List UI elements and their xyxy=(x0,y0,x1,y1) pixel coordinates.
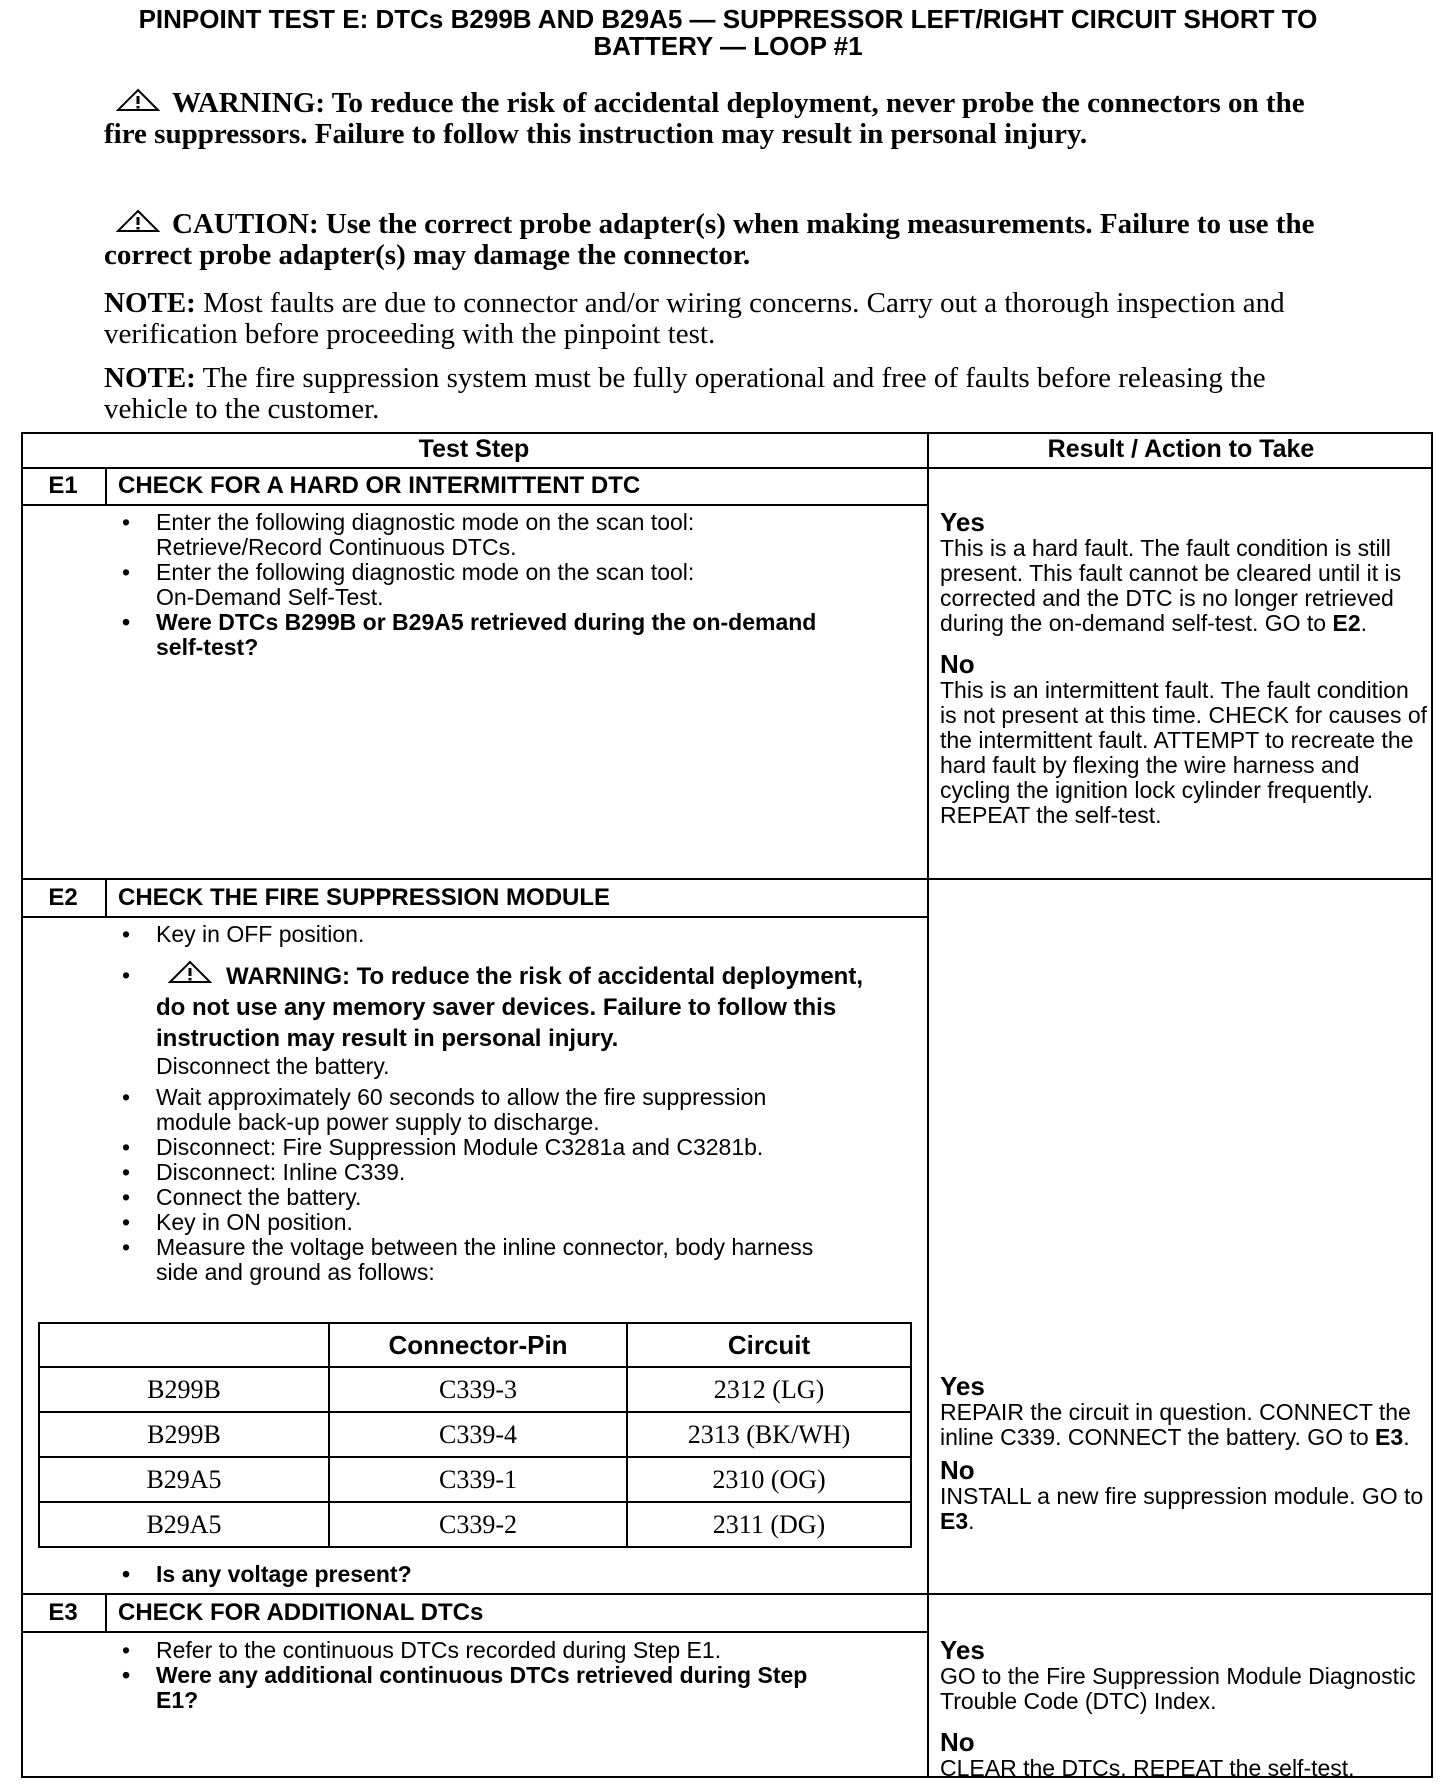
e2-result: Yes REPAIR the circuit in question. CONNECT the inline C339. CONNECT the battery. GO to E3. No INSTALL a new fire suppression module. GO to E3. xyxy=(940,1372,1430,1534)
note-2 xyxy=(104,363,1334,425)
e2-id-divider xyxy=(105,878,107,917)
note-1-text: Most faults are due to connector and/or wiring concerns. Carry out a thorough inspection and verification before proceeding with the pinpoint test. xyxy=(104,287,1285,350)
page-title xyxy=(40,6,1416,60)
list-item: • Wait approximately 60 seconds to allow the fire suppression module back-up power supply to discharge. xyxy=(156,1085,916,1135)
list-item: • Measure the voltage between the inline connector, body harness side and ground as follows: xyxy=(156,1235,916,1285)
warning-text: To reduce the risk of accidental deployment, never probe the connectors on the fire suppressors. Failure to follow this instruction may result in personal injury. xyxy=(104,87,1305,150)
e1-bullet-list xyxy=(156,510,916,660)
connector-pin-table xyxy=(38,1322,912,1548)
e1-no-label: No xyxy=(940,649,975,679)
list-item: • Disconnect: Inline C339. xyxy=(156,1160,916,1185)
e3-result xyxy=(940,1636,1430,1781)
step-id-e1: E1 xyxy=(48,472,78,499)
table-cell: C339-3 xyxy=(329,1367,627,1412)
e1-id-divider xyxy=(105,467,107,505)
e3-title-divider xyxy=(21,1631,928,1633)
e2-title-divider xyxy=(21,916,928,918)
table-row xyxy=(39,1502,911,1547)
table-cell: B29A5 xyxy=(39,1502,329,1547)
list-item: • Key in OFF position. xyxy=(156,922,916,947)
warning-label: WARNING: xyxy=(172,87,326,119)
list-item: • Refer to the continuous DTCs recorded during Step E1. xyxy=(156,1638,916,1663)
list-item: • Is any voltage present? xyxy=(156,1562,916,1587)
pin-table-header-code xyxy=(39,1323,329,1367)
caution-text: Use the correct probe adapter(s) when making measurements. Failure to use the correct probe adapter(s) may damage the connector. xyxy=(104,208,1315,271)
e2-no-label: No xyxy=(940,1455,975,1485)
e2-disconnect-battery: Disconnect the battery. xyxy=(156,1053,390,1079)
step-id-e2: E2 xyxy=(48,884,78,911)
list-item: • Connect the battery. xyxy=(156,1185,916,1210)
table-cell: B299B xyxy=(39,1367,329,1412)
e2-question-list xyxy=(156,1562,916,1587)
e2-yes-text: REPAIR the circuit in question. CONNECT the inline C339. CONNECT the battery. GO to xyxy=(940,1399,1411,1450)
warning-triangle-icon xyxy=(168,960,212,984)
column-divider xyxy=(927,432,929,1778)
note-2-text: The fire suppression system must be fully operational and free of faults before releasing the vehicle to the customer. xyxy=(104,362,1266,425)
e2-e3-divider xyxy=(21,1593,1433,1595)
note-2-label: NOTE: xyxy=(104,362,196,394)
header-divider xyxy=(21,467,1433,469)
list-item: • Enter the following diagnostic mode on the scan tool: Retrieve/Record Continuous DTCs. xyxy=(156,510,916,560)
note-1-label: NOTE: xyxy=(104,287,196,319)
step-title-e2: CHECK THE FIRE SUPPRESSION MODULE xyxy=(118,884,611,911)
e2-no-text: INSTALL a new fire suppression module. GO to xyxy=(940,1483,1424,1509)
list-item: • Were any additional continuous DTCs retrieved during Step E1? xyxy=(156,1663,916,1713)
step-id-e3: E3 xyxy=(48,1599,78,1626)
e1-yes-goto: E2 xyxy=(1332,610,1361,636)
e2-warning-text: To reduce the risk of accidental deployment, do not use any memory saver devices. Failure to follow this instruction may result in personal injury. xyxy=(156,963,863,1052)
e2-warning-bullet: • WARNING: To reduce the risk of accidental deployment, do not use any memory saver devices. Failure to follow this instruction may result in personal injury. Disconnect the battery. xyxy=(156,960,896,1079)
e3-no-label: No xyxy=(940,1727,975,1757)
e1-result: Yes This is a hard fault. The fault condition is still present. This fault cannot be cleared until it is corrected and the DTC is no longer retrieved during the on-demand self-test. GO to E2. No This is an intermittent fault. The fault condition is not present at this time. CHECK for causes of the intermittent fault. ATTEMPT to recreate the hard fault by flexing the wire harness and cycling the ignition lock cylinder frequently. REPEAT the self-test. xyxy=(940,508,1430,828)
e1-yes-label: Yes xyxy=(940,507,985,537)
e1-title-divider xyxy=(21,504,928,506)
caution-label: CAUTION: xyxy=(172,208,319,240)
pin-table-header-circuit: Circuit xyxy=(627,1323,911,1367)
table-cell: B29A5 xyxy=(39,1457,329,1502)
e3-id-divider xyxy=(105,1593,107,1632)
list-item: • Were DTCs B299B or B29A5 retrieved during the on-demand self-test? xyxy=(156,610,916,660)
e3-bullet-list xyxy=(156,1638,916,1713)
table-row xyxy=(39,1457,911,1502)
header-result: Result / Action to Take xyxy=(1047,435,1315,463)
list-item: • Key in ON position. xyxy=(156,1210,916,1235)
e3-yes-text: GO to the Fire Suppression Module Diagnostic Trouble Code (DTC) Index. xyxy=(940,1663,1416,1714)
e2-no-goto: E3 xyxy=(940,1508,969,1534)
table-cell: 2311 (DG) xyxy=(627,1502,911,1547)
step-title-e3: CHECK FOR ADDITIONAL DTCs xyxy=(118,1599,484,1626)
table-cell: C339-4 xyxy=(329,1412,627,1457)
table-row xyxy=(39,1412,911,1457)
warning-block xyxy=(104,88,1334,150)
list-item: • Disconnect: Fire Suppression Module C3281a and C3281b. xyxy=(156,1135,916,1160)
table-cell: 2310 (OG) xyxy=(627,1457,911,1502)
e2-yes-label: Yes xyxy=(940,1371,985,1401)
e1-no-text: This is an intermittent fault. The fault condition is not present at this time. CHECK for causes of the intermittent fault. ATTEMPT to recreate the hard fault by flexing the wire harness and cycling the ignition lock cylinder frequently. REPEAT the self-test. xyxy=(940,677,1428,828)
e2-warning-label: WARNING: xyxy=(226,963,350,990)
header-test-step: Test Step xyxy=(418,435,530,463)
e2-yes-goto: E3 xyxy=(1375,1424,1404,1450)
table-cell: 2313 (BK/WH) xyxy=(627,1412,911,1457)
caution-block xyxy=(104,209,1334,271)
e2-bullet-list xyxy=(156,1085,916,1285)
title-line-2: BATTERY — LOOP #1 xyxy=(593,31,863,61)
table-row xyxy=(39,1367,911,1412)
e1-e2-divider xyxy=(21,878,1433,880)
e2-bullet-list-top xyxy=(156,922,916,947)
e1-yes-text: This is a hard fault. The fault condition is still present. This fault cannot be cleared until it is corrected and the DTC is no longer retrieved during the on-demand self-test. GO to xyxy=(940,535,1402,636)
warning-triangle-icon xyxy=(116,88,160,112)
note-1 xyxy=(104,288,1334,350)
warning-triangle-icon xyxy=(116,209,160,233)
table-cell: C339-2 xyxy=(329,1502,627,1547)
table-cell: B299B xyxy=(39,1412,329,1457)
pin-table-header-connector: Connector-Pin xyxy=(329,1323,627,1367)
table-cell: 2312 (LG) xyxy=(627,1367,911,1412)
title-line-1: PINPOINT TEST E: DTCs B299B AND B29A5 — SUPPRESSOR LEFT/RIGHT CIRCUIT SHORT TO xyxy=(138,4,1318,34)
step-title-e1: CHECK FOR A HARD OR INTERMITTENT DTC xyxy=(118,472,641,499)
e3-yes-label: Yes xyxy=(940,1635,985,1665)
e3-no-text: CLEAR the DTCs. REPEAT the self-test. xyxy=(940,1755,1355,1781)
table-header-row xyxy=(39,1323,911,1367)
table-cell: C339-1 xyxy=(329,1457,627,1502)
list-item: • Enter the following diagnostic mode on the scan tool: On-Demand Self-Test. xyxy=(156,560,916,610)
